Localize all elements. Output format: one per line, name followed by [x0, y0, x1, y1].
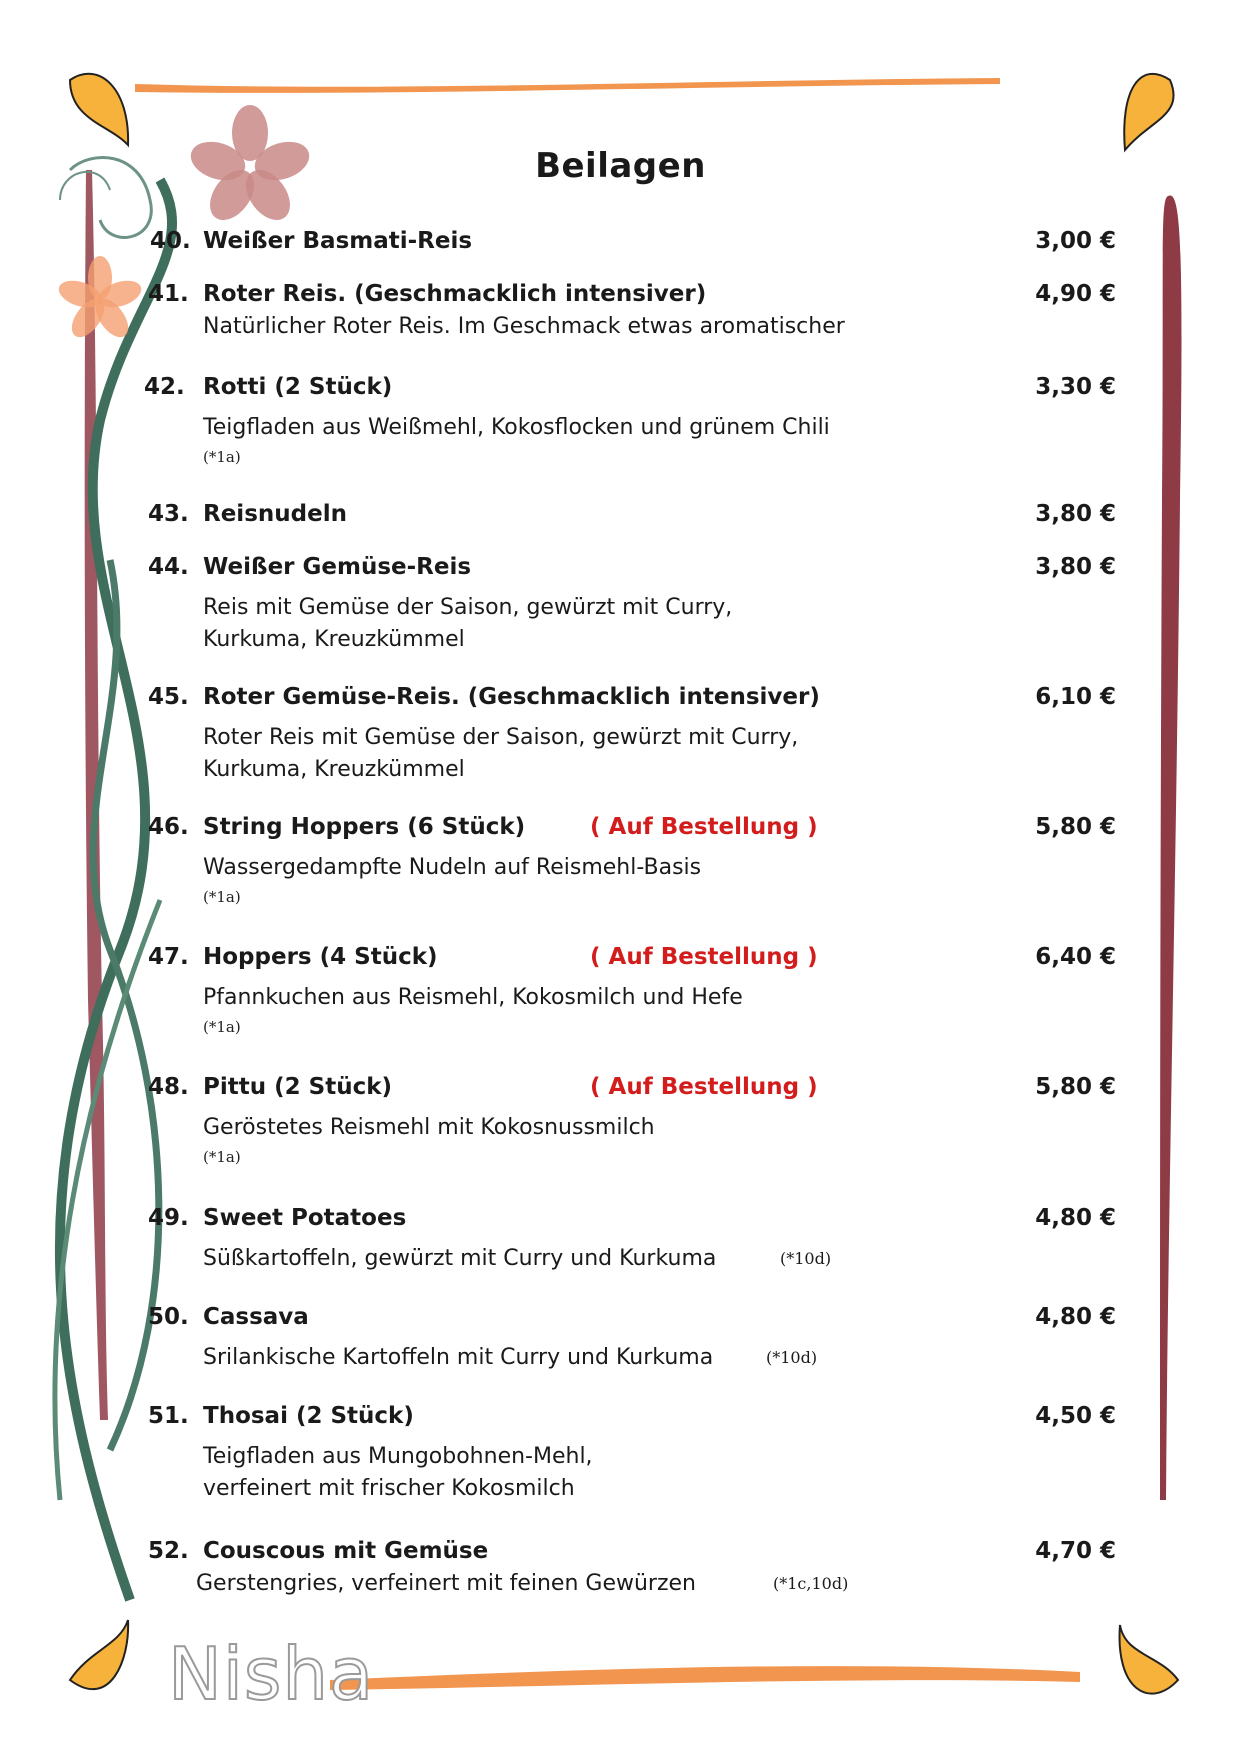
corner-leaf-top-right-icon: [1124, 74, 1173, 150]
item-name: Sweet Potatoes: [203, 1205, 407, 1231]
item-description: Srilankische Kartoffeln mit Curry und Kurkuma: [203, 1345, 714, 1370]
item-name: Cassava: [203, 1304, 309, 1330]
item-number: 40.: [150, 228, 191, 254]
item-number: 51.: [148, 1403, 189, 1429]
item-name: Weißer Gemüse-Reis: [203, 554, 472, 580]
page-title: Beilagen: [535, 146, 706, 186]
item-price: 3,00 €: [1035, 228, 1116, 254]
allergen-code: (*1a): [203, 1018, 241, 1036]
item-number: 41.: [148, 281, 189, 307]
item-name: Rotti (2 Stück): [203, 374, 393, 400]
allergen-code: (*10d): [766, 1348, 818, 1367]
item-description: Teigfladen aus Mungobohnen-Mehl,: [203, 1444, 593, 1469]
item-number: 48.: [148, 1074, 189, 1100]
item-description: Kurkuma, Kreuzkümmel: [203, 757, 465, 782]
item-number: 46.: [148, 814, 189, 840]
item-price: 5,80 €: [1035, 1074, 1116, 1100]
allergen-code: (*1a): [203, 448, 241, 466]
item-name: Roter Gemüse-Reis. (Geschmacklich intensiver): [203, 684, 820, 710]
brand-logo: Nisha: [168, 1632, 375, 1716]
item-price: 3,80 €: [1035, 501, 1116, 527]
allergen-code: (*1c,10d): [773, 1574, 849, 1593]
allergen-code: (*1a): [203, 1148, 241, 1166]
item-name: Reisnudeln: [203, 501, 347, 527]
item-price: 4,70 €: [1035, 1538, 1116, 1564]
item-description: Geröstetes Reismehl mit Kokosnussmilch: [203, 1115, 655, 1140]
order-note: ( Auf Bestellung ): [590, 1074, 818, 1100]
item-description: Teigfladen aus Weißmehl, Kokosflocken und grünem Chili: [203, 415, 830, 440]
allergen-code: (*1a): [203, 888, 241, 906]
item-number: 49.: [148, 1205, 189, 1231]
item-name: Thosai (2 Stück): [203, 1403, 414, 1429]
item-name: String Hoppers (6 Stück): [203, 814, 526, 840]
item-name: Couscous mit Gemüse: [203, 1538, 489, 1564]
order-note: ( Auf Bestellung ): [590, 944, 818, 970]
item-description: verfeinert mit frischer Kokosmilch: [203, 1476, 575, 1501]
item-description: Reis mit Gemüse der Saison, gewürzt mit Curry,: [203, 595, 733, 620]
order-note: ( Auf Bestellung ): [590, 814, 818, 840]
item-description: Pfannkuchen aus Reismehl, Kokosmilch und Hefe: [203, 985, 743, 1010]
item-description: Gerstengries, verfeinert mit feinen Gewürzen: [196, 1571, 696, 1596]
item-description: Natürlicher Roter Reis. Im Geschmack etwas aromatischer: [203, 314, 845, 339]
item-price: 3,80 €: [1035, 554, 1116, 580]
item-price: 6,10 €: [1035, 684, 1116, 710]
corner-leaf-bottom-left-icon: [70, 1620, 128, 1689]
allergen-code: (*10d): [780, 1249, 832, 1268]
item-number: 52.: [148, 1538, 189, 1564]
item-price: 4,50 €: [1035, 1403, 1116, 1429]
item-description: Kurkuma, Kreuzkümmel: [203, 627, 465, 652]
item-price: 4,80 €: [1035, 1304, 1116, 1330]
corner-leaf-bottom-right-icon: [1120, 1625, 1178, 1694]
item-number: 44.: [148, 554, 189, 580]
item-price: 4,90 €: [1035, 281, 1116, 307]
item-name: Pittu (2 Stück): [203, 1074, 393, 1100]
item-price: 3,30 €: [1035, 374, 1116, 400]
item-number: 45.: [148, 684, 189, 710]
item-description: Süßkartoffeln, gewürzt mit Curry und Kurkuma: [203, 1246, 717, 1271]
item-name: Hoppers (4 Stück): [203, 944, 438, 970]
item-price: 6,40 €: [1035, 944, 1116, 970]
item-name: Roter Reis. (Geschmacklich intensiver): [203, 281, 707, 307]
corner-leaf-top-left-icon: [70, 74, 128, 145]
item-number: 47.: [148, 944, 189, 970]
item-price: 4,80 €: [1035, 1205, 1116, 1231]
item-name: Weißer Basmati-Reis: [203, 228, 473, 254]
item-number: 50.: [148, 1304, 189, 1330]
item-number: 43.: [148, 501, 189, 527]
item-number: 42.: [144, 374, 185, 400]
item-price: 5,80 €: [1035, 814, 1116, 840]
item-description: Roter Reis mit Gemüse der Saison, gewürzt mit Curry,: [203, 725, 799, 750]
item-description: Wassergedampfte Nudeln auf Reismehl-Basis: [203, 855, 702, 880]
